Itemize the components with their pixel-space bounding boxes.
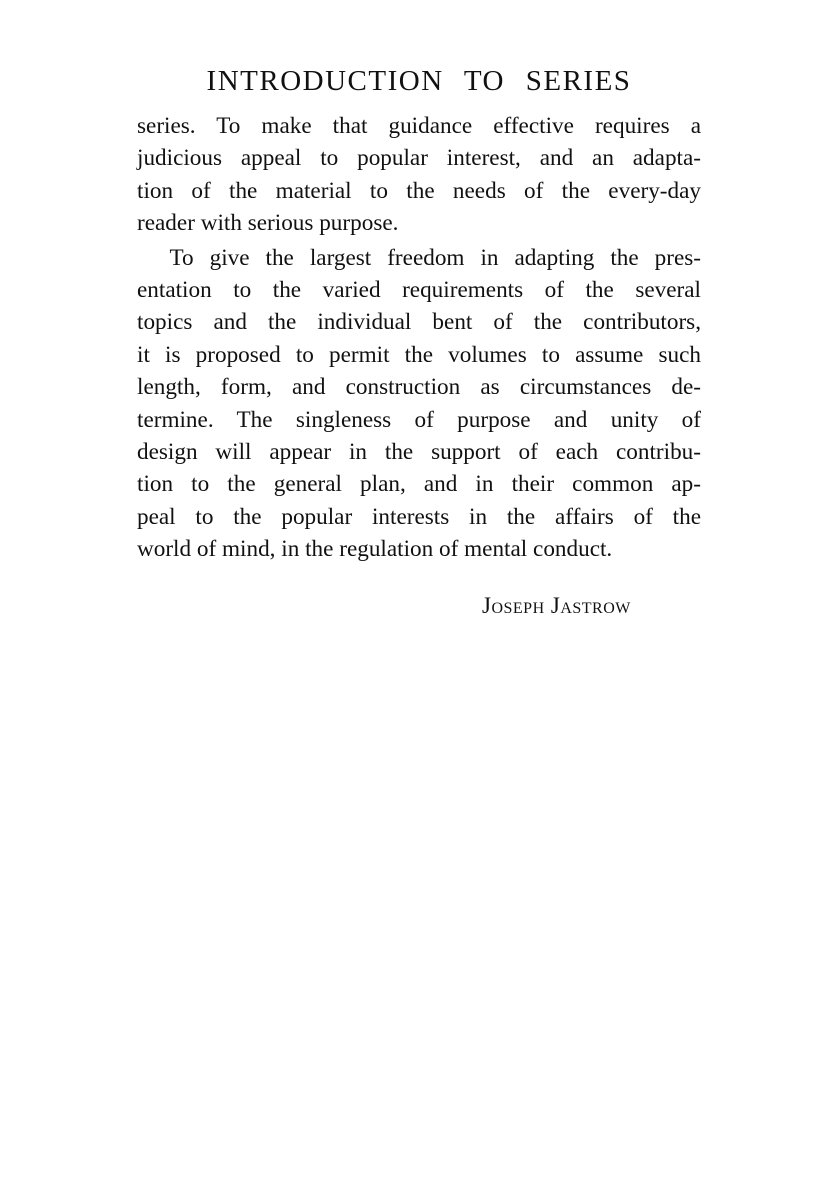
- text-line: it is proposed to permit the volumes to assume such: [137, 341, 701, 368]
- text-line: judicious appeal to popular interest, and an adapta-: [137, 145, 701, 172]
- text-line: peal to the popular interests in the affairs of the: [137, 503, 701, 530]
- author-name: Joseph Jastrow: [482, 593, 631, 618]
- text-line: entation to the varied requirements of the several: [137, 277, 701, 304]
- text-line: series. To make that guidance effective requires a: [137, 113, 701, 139]
- paragraph-1: [137, 110, 701, 240]
- text-line: world of mind, in the regulation of mental conduct.: [137, 536, 613, 563]
- page-body: [137, 62, 701, 618]
- text-line: To give the largest freedom in adapting the pres-: [169, 244, 701, 271]
- author-signature: [482, 593, 631, 619]
- text-line: length, form, and construction as circumstances de-: [137, 374, 701, 401]
- text-line: tion of the material to the needs of the every-day: [137, 177, 701, 204]
- text-line: tion to the general plan, and in their common ap-: [137, 471, 701, 498]
- text-line: topics and the individual bent of the contributors,: [137, 309, 701, 336]
- text-line: termine. The singleness of purpose and unity of: [137, 406, 701, 433]
- text-line: reader with serious purpose.: [137, 210, 399, 237]
- running-head: INTRODUCTION TO SERIES: [206, 65, 632, 97]
- paragraph-2: [137, 242, 701, 566]
- text-line: design will appear in the support of each contribu-: [137, 439, 701, 466]
